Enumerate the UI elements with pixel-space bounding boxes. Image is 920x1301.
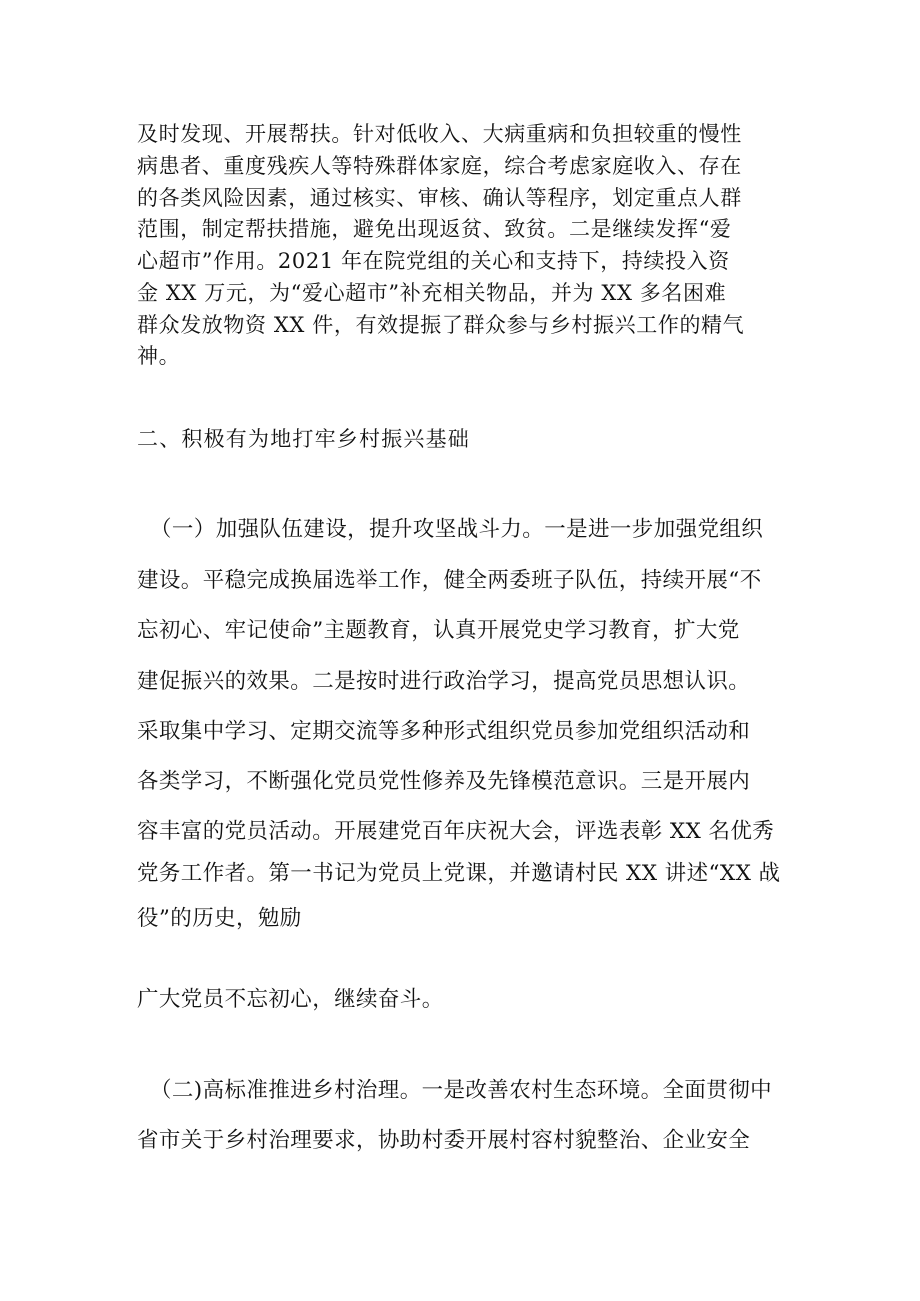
section-heading: 二、积极有为地打牢乡村振兴基础 <box>137 427 470 451</box>
text-line: 病患者、重度残疾人等特殊群体家庭，综合考虑家庭收入、存在 <box>137 154 742 178</box>
text-line: 建设。平稳完成换届选举工作，健全两委班子队伍，持续开展“不 <box>137 568 762 593</box>
text-line: 范围，制定帮扶措施，避免出现返贫、致贫。二是继续发挥“爱 <box>137 217 732 241</box>
text-line: 及时发现、开展帮扶。针对低收入、大病重病和负担较重的慢性 <box>137 122 742 146</box>
text-line: 各类学习，不断强化党员党性修养及先锋模范意识。三是开展内 <box>137 769 751 794</box>
text-line: 省市关于乡村治理要求，协助村委开展村容村貌整治、企业安全 <box>137 1128 751 1153</box>
text-line: （一）加强队伍建设，提升攻坚战斗力。一是进一步加强党组织 <box>150 517 764 542</box>
text-line: 神。 <box>137 344 181 368</box>
text-line: 金 XX 万元，为“爱心超市”补充相关物品，并为 XX 多名困难 <box>137 281 727 305</box>
text-line: 心超市”作用。2021 年在院党组的关心和支持下，持续投入资 <box>137 249 730 273</box>
text-line: 忘初心、牢记使命”主题教育，认真开展党史学习教育，扩大党 <box>137 618 740 643</box>
text-line: 的各类风险因素，通过核实、审核、确认等程序，划定重点人群 <box>137 186 742 210</box>
text-line: 党务工作者。第一书记为党员上党课，并邀请村民 XX 讲述“XX 战 <box>137 861 781 886</box>
text-line: 广大党员不忘初心，继续奋斗。 <box>137 987 444 1012</box>
text-line: 采取集中学习、定期交流等多种形式组织党员参加党组织活动和 <box>137 719 751 744</box>
text-line: （二)高标准推进乡村治理。一是改善农村生态环境。全面贯彻中 <box>150 1078 772 1103</box>
text-line: 役”的历史，勉励 <box>137 906 302 931</box>
text-line: 建促振兴的效果。二是按时进行政治学习，提高党员思想认识。 <box>137 669 751 694</box>
text-line: 群众发放物资 XX 件，有效提振了群众参与乡村振兴工作的精气 <box>137 313 745 337</box>
text-line: 容丰富的党员活动。开展建党百年庆祝大会，评选表彰 XX 名优秀 <box>137 819 775 844</box>
